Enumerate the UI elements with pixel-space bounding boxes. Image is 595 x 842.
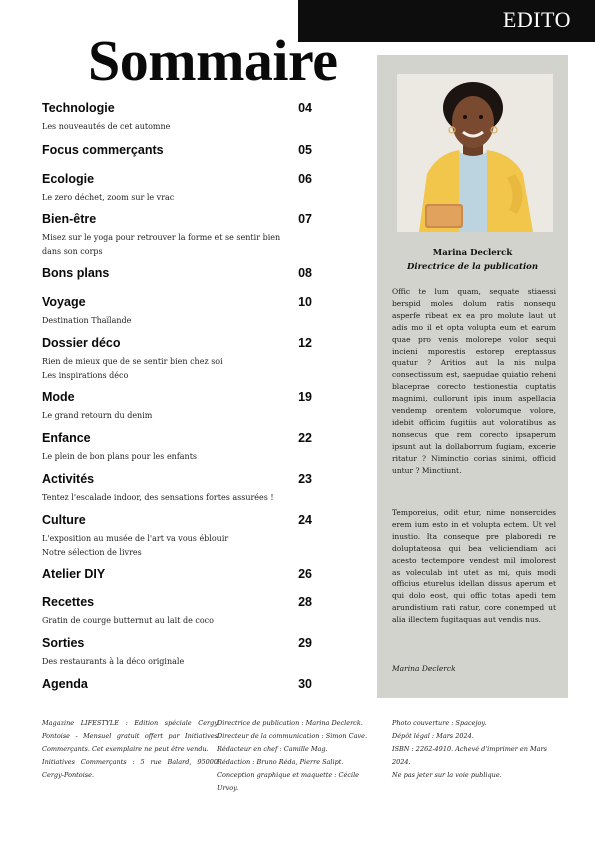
toc-item-subtitle: Rien de mieux que de se sentir bien chez soi Les inspirations déco: [42, 357, 223, 380]
toc-item-page: 22: [298, 431, 312, 445]
portrait-photo: [397, 74, 553, 232]
edito-panel: [377, 55, 568, 698]
toc-item-page: 08: [298, 266, 312, 280]
toc-item-subtitle: Le zero déchet, zoom sur le vrac: [42, 193, 175, 202]
edito-paragraph-2: Temporeius, odit etur, nime nonsercides erem ium esto in et volupta ectem. Ut vel inustio. Ita conseque pre plaboredi re doluptateosa qui bea veliciendiam aci acesto tectempore vendest mil imolorest as voleculab int utet as mi, quis modi officius eturelus idellan dissus aperum et qui dolo eost, qui offic totas apedi tem arundistium rati ratur, core conemped ut alia illectem fugitaquas aut vendis nus.: [392, 508, 556, 625]
toc-item-title: Activités: [42, 472, 95, 486]
toc-item-title: Atelier DIY: [42, 567, 106, 581]
toc-item-title: Bons plans: [42, 266, 110, 280]
toc-item-subtitle: L'exposition au musée de l'art va vous éblouir Notre sélection de livres: [42, 534, 229, 557]
toc-item-page: 24: [298, 513, 312, 527]
toc-item-title: Enfance: [42, 431, 91, 445]
edito-signature: Marina Declerck: [392, 664, 456, 673]
toc-item-subtitle: Des restaurants à la déco originale: [42, 657, 185, 666]
edito-label: EDITO: [502, 7, 571, 32]
toc-item-title: Bien-être: [42, 212, 97, 226]
toc-item-page: 10: [298, 295, 312, 309]
toc-item-page: 19: [298, 390, 312, 404]
colophon-column-1: Magazine LIFESTYLE : Edition spéciale Cergy Pontoise - Mensuel gratuit offert par Initiatives Commerçants. Cet exemplaire ne peut être vendu. Initiatives Commerçants : 5 rue Balard, 95000 Cergy-Pontoise.: [42, 719, 218, 779]
edito-paragraph-1: Offic te lum quam, sequate stiaessi berspid moles dolum ratis nonsequ asperfe ribeat ex ea pro molute laut ut adis mo il et opta volupta eum et earum quae pro venis molorepe volor sequi incieni mporestis estorep ereptassus quatur ? Aritios aut la nis nulpa consectissum est, saepudae quiatio reheni blaceprae corecto testionestia cuptatis magnimi, cullorunt ipis inum aspellacia vendemp orentem volorumque volore, idebit officim fugitiis aut voloratibus as nonsecus que rem corecto ipsaperum ipsunt aut la dollaborrum fugiam, excerie ritatur ? Niminctio corias sinimi, officid untur ? Minctiunt.: [392, 287, 556, 475]
toc-item-subtitle: Le grand retourn du denim: [42, 411, 153, 420]
toc-item-title: Focus commerçants: [42, 143, 164, 157]
toc-item-subtitle: Les nouveautés de cet automne: [42, 122, 171, 131]
toc-item-title: Culture: [42, 513, 86, 527]
toc-item-title: Technologie: [42, 101, 115, 115]
toc-item-title: Mode: [42, 390, 75, 404]
editor-role: Directrice de la publication: [406, 262, 539, 272]
toc-item-page: 30: [298, 677, 312, 691]
toc-item-title: Agenda: [42, 677, 88, 691]
toc-item-title: Dossier déco: [42, 336, 121, 350]
toc-item-title: Ecologie: [42, 172, 95, 186]
toc-item-subtitle: Gratin de courge butternut au lait de coco: [42, 616, 214, 625]
toc-item-subtitle: Le plein de bon plans pour les enfants: [42, 452, 198, 461]
toc-item-page: 26: [298, 567, 312, 581]
toc-item-page: 28: [298, 595, 312, 609]
portrait-illustration: [397, 74, 553, 232]
toc-item-title: Voyage: [42, 295, 86, 309]
toc-item-page: 07: [298, 212, 312, 226]
toc-item-page: 06: [298, 172, 312, 186]
toc-item-page: 29: [298, 636, 312, 650]
editor-name: Marina Declerck: [432, 248, 513, 258]
colophon-column-3: Photo couverture : Spacejoy. Dépôt légal : Mars 2024. ISBN : 2262-4910. Achevé d'imprimer en Mars 2024. Ne pas jeter sur la voie publique.: [392, 719, 547, 779]
toc-item-page: 04: [298, 101, 312, 115]
toc-item-subtitle: Misez sur le yoga pour retrouver la forme et se sentir bien dans son corps: [42, 233, 281, 256]
toc-item-title: Sorties: [42, 636, 85, 650]
toc-item-page: 23: [298, 472, 312, 486]
toc-item-subtitle: Destination Thaïlande: [42, 316, 132, 325]
toc-item-subtitle: Tentez l'escalade indoor, des sensations fortes assurées !: [42, 493, 274, 502]
toc-item-page: 05: [298, 143, 312, 157]
toc-item-page: 12: [298, 336, 312, 350]
page-title: Sommaire: [88, 28, 338, 93]
edito-header-tab: [298, 0, 595, 42]
toc-item-title: Recettes: [42, 595, 95, 609]
colophon-column-2: Directrice de publication : Marina Declerck. Directeur de la communication : Simon Cave. Rédacteur en chef : Camille Mag. Rédaction : Bruno Réda, Pierre Salipt. Conception graphique et maquette : Cécile Urvoy.: [217, 719, 368, 792]
